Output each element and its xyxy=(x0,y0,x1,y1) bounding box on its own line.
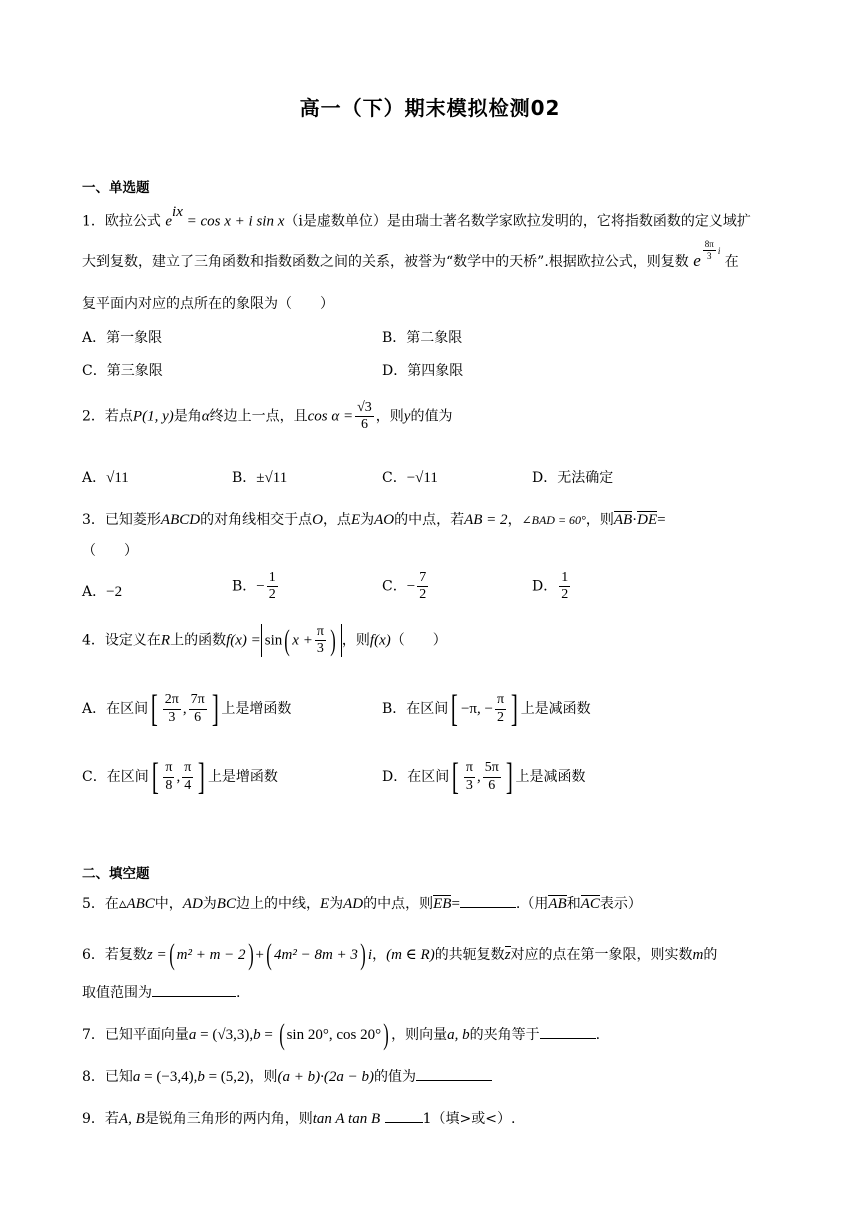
vector-ab: AB xyxy=(613,512,633,528)
answer-blank-6[interactable] xyxy=(152,996,236,997)
complex-e: e xyxy=(693,251,701,270)
complex-exponent-fraction: $\frac{8\pi}{3}$ xyxy=(704,239,714,261)
euler-e: e xyxy=(165,213,173,230)
answer-blank-5[interactable] xyxy=(460,907,516,908)
cos-alpha: cos α = xyxy=(307,408,354,425)
question-1-option-d[interactable]: D．第四象限 xyxy=(382,363,464,379)
question-2-option-d[interactable]: D．无法确定 xyxy=(532,470,614,486)
page-title: 高一（下）期末模拟检测02 xyxy=(299,96,561,120)
question-1-line-3: 复平面内对应的点所在的象限为（ ） xyxy=(82,296,334,312)
point-p: P(1, y) xyxy=(132,408,174,425)
question-1-line-1 xyxy=(82,204,751,231)
question-4-stem: 4．设定义在R上的函数f(x) = sin( x + $\frac{\pi}{3}$ ) ，则f(x)（ ） xyxy=(82,623,447,657)
question-1-text-1: （i是虚数单位）是由瑞士著名数学家欧拉发明的，它将指数函数的定义域扩 xyxy=(284,213,751,230)
question-1-option-c[interactable]: C．第三象限 xyxy=(82,363,163,379)
question-1-option-b[interactable]: B．第二象限 xyxy=(382,330,463,346)
answer-blank-8[interactable] xyxy=(416,1080,492,1081)
question-9-stem: 9．若A, B是锐角三角形的两内角，则tan A tan B 1（填>或<）. xyxy=(82,1111,516,1127)
question-4-option-b[interactable]: B．在区间[ −π, − $\frac{\pi}{2}$ ] 上是减函数 xyxy=(382,688,591,730)
question-5-stem: 5．在▵ABC中，AD为BC边上的中线，E为AD的中点，则EB= .（用AB和AC表示） xyxy=(82,896,642,912)
question-3-option-b[interactable]: B．− $\frac{1}{2}$ xyxy=(232,570,276,603)
question-3-option-d[interactable]: D． $\frac{1}{2}$ xyxy=(532,570,569,603)
cos-fraction: $\frac{√3}{6}$ xyxy=(357,400,372,433)
answer-blank-9[interactable] xyxy=(385,1122,423,1123)
question-3-option-c[interactable]: C．− $\frac{7}{2}$ xyxy=(382,570,427,603)
section-heading-single-choice: 一、单选题 xyxy=(82,180,150,196)
question-4-option-d[interactable]: D．在区间[ $\frac{\pi}{3}$ , $\frac{5\pi}{6}$ ] 上是减函数 xyxy=(382,756,586,798)
section-heading-fill-blank: 二、填空题 xyxy=(82,866,150,882)
question-6-line-2: 取值范围为 . xyxy=(82,985,241,1001)
euler-formula-rest: = cos x + i sin x xyxy=(182,213,285,230)
question-7-stem: 7．已知平面向量a = (√3,3),b = ( sin 20°, cos 20°) ，则向量a, b的夹角等于 . xyxy=(82,1018,601,1051)
question-1-text-2b: 在 xyxy=(724,254,739,270)
question-1-text-2: 大到复数，建立了三角函数和指数函数之间的关系，被誉为“数学中的天桥”.根据欧拉公式，则复数 xyxy=(82,254,689,270)
question-1-line-2 xyxy=(82,239,739,273)
complex-exponent-i: i xyxy=(717,246,721,256)
question-3-option-a[interactable]: A．−2 xyxy=(82,584,123,600)
question-3-stem: 3．已知菱形ABCD的对角线相交于点O，点E为AO的中点，若AB = 2，∠BAD = 60°，则AB·DE= xyxy=(82,512,666,528)
euler-exponent: ix xyxy=(172,204,183,220)
question-4-option-a[interactable]: A．在区间[ $\frac{2\pi}{3}$ , $\frac{7\pi}{6}$ ] 上是增函数 xyxy=(82,688,292,730)
absolute-value: sin( x + $\frac{\pi}{3}$ ) xyxy=(261,624,342,657)
question-6-stem: 6．若复数z =( m² + m − 2) +( 4m² − 8m + 3) i，(m ∈ R)的共轭复数z对应的点在第一象限，则实数m的 xyxy=(82,938,718,971)
vector-de: DE xyxy=(637,512,658,528)
question-2-stem: 2．若点P(1, y)是角α终边上一点，且cos α = $\frac{√3}{6}$ ，则y的值为 xyxy=(82,400,453,433)
question-2-option-c[interactable]: C．−√11 xyxy=(382,470,438,486)
question-1-number: 1．欧拉公式 xyxy=(82,213,161,230)
question-4-option-c[interactable]: C．在区间[ $\frac{\pi}{8}$ , $\frac{\pi}{4}$ ] 上是增函数 xyxy=(82,756,278,798)
answer-blank-7[interactable] xyxy=(540,1038,596,1039)
question-2-option-a[interactable]: A．√11 xyxy=(82,470,129,486)
question-8-stem: 8．已知a = (−3,4),b = (5,2)，则(a + b)·(2a − b)的值为 xyxy=(82,1066,492,1086)
question-3-paren: （ ） xyxy=(82,543,138,559)
question-1-option-a[interactable]: A．第一象限 xyxy=(82,330,163,346)
question-2-option-b[interactable]: B．±√11 xyxy=(232,470,288,486)
